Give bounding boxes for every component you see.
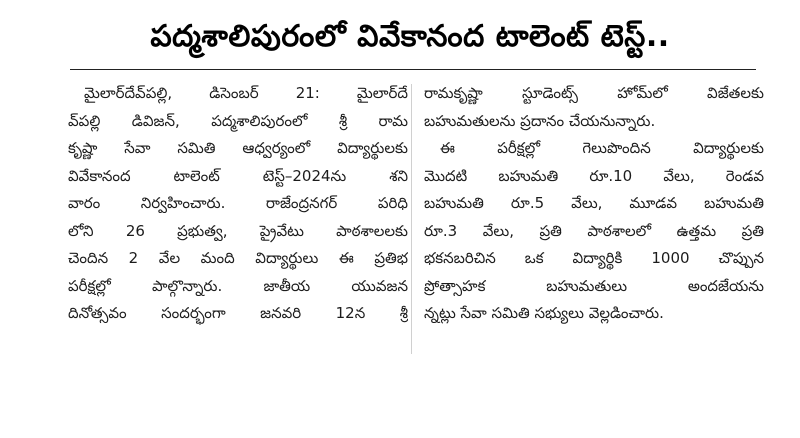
body-line: కృష్ణా సేవా సమితి ఆధ్వర్యంలో విద్యార్థులకు <box>68 139 408 157</box>
headline: పద్మశాలిపురంలో వివేకానంద టాలెంట్ టెస్ట్.. <box>150 19 670 54</box>
body-line: లోని 26 ప్రభుత్వ, ప్రైవేటు పాఠశాలలకు <box>68 221 408 240</box>
body-line: వారం నిర్వహించారు. రాజేంద్రనగర్ పరిధి <box>68 194 408 212</box>
body-line: ఈ పరీక్షల్లో గెలుపొందిన విద్యార్థులకు <box>440 139 764 157</box>
headline-rule <box>70 69 756 70</box>
right-column <box>424 80 764 328</box>
body-line: దినోత్సవం సందర్భంగా జనవరి 12న శ్రీ <box>68 304 408 322</box>
body-line: చెందిన 2 వేల మంది విద్యార్థులు ఈ ప్రతిభ <box>68 249 408 267</box>
column-divider <box>411 84 412 354</box>
body-line: వ్‌పల్లి డివిజన్, పద్మశాలిపురంలో శ్రీ రామ <box>68 111 408 130</box>
body-line: న్నట్లు సేవా సమితి సభ్యులు వెల్లడించారు. <box>424 304 664 322</box>
body-line: వివేకానంద టాలెంట్ టెస్ట్–2024ను శని <box>68 166 408 185</box>
body-line: బహుమతి రూ.5 వేలు, మూడవ బహుమతి <box>424 194 764 212</box>
body-line: మొదటి బహుమతి రూ.10 వేలు, రెండవ <box>424 166 764 185</box>
body-line: రూ.3 వేలు, ప్రతి పాఠశాలలో ఉత్తమ ప్రతి <box>424 221 764 240</box>
body-line: పరీక్షల్లో పాల్గొన్నారు. జాతీయ యువజన <box>68 276 408 295</box>
body-line: ప్రోత్సాహక బహుమతులు అందజేయను <box>424 276 764 295</box>
left-column <box>68 80 408 328</box>
body-line: మైలార్‌దేవ్‌పల్లి, డిసెంబర్ 21: మైలార్‌దే <box>84 84 408 102</box>
body-line: బహుమతులను ప్రదానం చేయనున్నారు. <box>424 111 656 130</box>
body-line: రామకృష్ణా స్టూడెంట్స్ హోమ్‌లో విజేతలకు <box>424 84 764 102</box>
body-line: భకనబరిచిన ఒక విద్యార్థికి 1000 చొప్పున <box>424 249 764 267</box>
